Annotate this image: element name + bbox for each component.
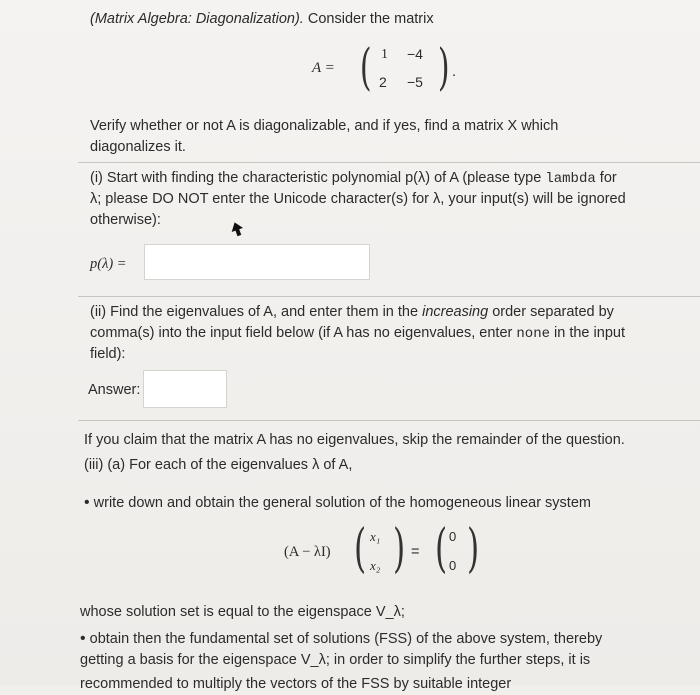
system-z1: 0: [449, 529, 457, 544]
matrix-left-paren: (: [359, 38, 372, 96]
bullet-2-text-1: obtain then the fundamental set of solutions (FSS) of the above system, thereby: [89, 631, 603, 647]
part-i-text-b: for: [595, 170, 617, 186]
matrix-right-paren: ): [437, 38, 450, 96]
divider: [78, 296, 700, 297]
matrix-a21: 2: [379, 74, 387, 90]
part-iii-line-a: (iii) (a) For each of the eigenvalues λ of A,: [84, 457, 353, 473]
part-ii-text-c: comma(s) into the input field below (if A has no eigenvalues, enter: [90, 325, 517, 341]
part-ii-italic: increasing: [422, 304, 489, 320]
bullet-2-line-1: • obtain then the fundamental set of solutions (FSS) of the above system, thereby: [80, 630, 603, 647]
divider: [78, 162, 700, 163]
part-ii-code: none: [516, 326, 550, 342]
bullet-1: • write down and obtain the general solution of the homogeneous linear system: [84, 494, 591, 511]
system-z2: 0: [449, 558, 457, 573]
p-lambda-input[interactable]: [144, 244, 370, 280]
system-x2: x₂: [370, 558, 381, 573]
part-i-text-a: (i) Start with finding the characteristic polynomial p(λ) of A (please type: [90, 170, 546, 186]
header-rest: Consider the matrix: [303, 11, 434, 27]
bullet-1-text: write down and obtain the general solution of the homogeneous linear system: [93, 495, 591, 511]
part-i-line-2: λ; please DO NOT enter the Unicode character(s) for λ, your input(s) will be ignored: [90, 191, 626, 207]
system-paren-3: (: [435, 519, 448, 579]
matrix-label: A =: [312, 60, 335, 76]
p-lambda-label: p(λ) =: [90, 256, 127, 272]
header-italic: (Matrix Algebra: Diagonalization).: [90, 11, 304, 27]
intro-line-2: diagonalizes it.: [90, 139, 186, 155]
system-lhs: (A − λI): [284, 544, 331, 560]
part-i-line-3: otherwise):: [90, 212, 161, 228]
part-ii-text-d: in the input: [550, 325, 625, 341]
system-paren-4: ): [467, 519, 480, 579]
bullet-2-line-3-cut: recommended to multiply the vectors of the FSS by suitable integer: [80, 676, 512, 692]
answer-label: Answer:: [88, 382, 141, 398]
part-ii-line-2: [90, 323, 625, 345]
system-paren-1: (: [354, 519, 367, 579]
intro-line-1: Verify whether or not A is diagonalizable, and if yes, find a matrix X which: [90, 118, 559, 134]
part-ii-line-3: field):: [90, 346, 126, 362]
system-paren-2: ): [393, 519, 406, 579]
matrix-a22: −5: [407, 74, 423, 90]
question-header: [90, 9, 434, 30]
answer-input[interactable]: [143, 370, 227, 408]
bullet-2-line-2: getting a basis for the eigenspace V_λ; in order to simplify the further steps, it is: [80, 652, 591, 668]
system-equals: =: [411, 544, 420, 560]
skip-note: If you claim that the matrix A has no eigenvalues, skip the remainder of the question.: [84, 432, 625, 448]
after-system-text: whose solution set is equal to the eigenspace V_λ;: [80, 604, 405, 620]
part-ii-text-a: (ii) Find the eigenvalues of A, and enter them in the: [90, 304, 423, 320]
matrix-a12: −4: [407, 46, 423, 62]
part-ii-line-1: [90, 302, 614, 323]
divider: [78, 420, 700, 421]
mouse-cursor-icon: [230, 221, 244, 237]
matrix-period: .: [452, 64, 457, 80]
matrix-a11: 1: [381, 47, 388, 62]
system-x1: x₁: [370, 529, 381, 544]
part-i-line-1: [90, 168, 617, 190]
part-i-code: lambda: [545, 171, 596, 187]
part-ii-text-b: order separated by: [488, 304, 614, 320]
